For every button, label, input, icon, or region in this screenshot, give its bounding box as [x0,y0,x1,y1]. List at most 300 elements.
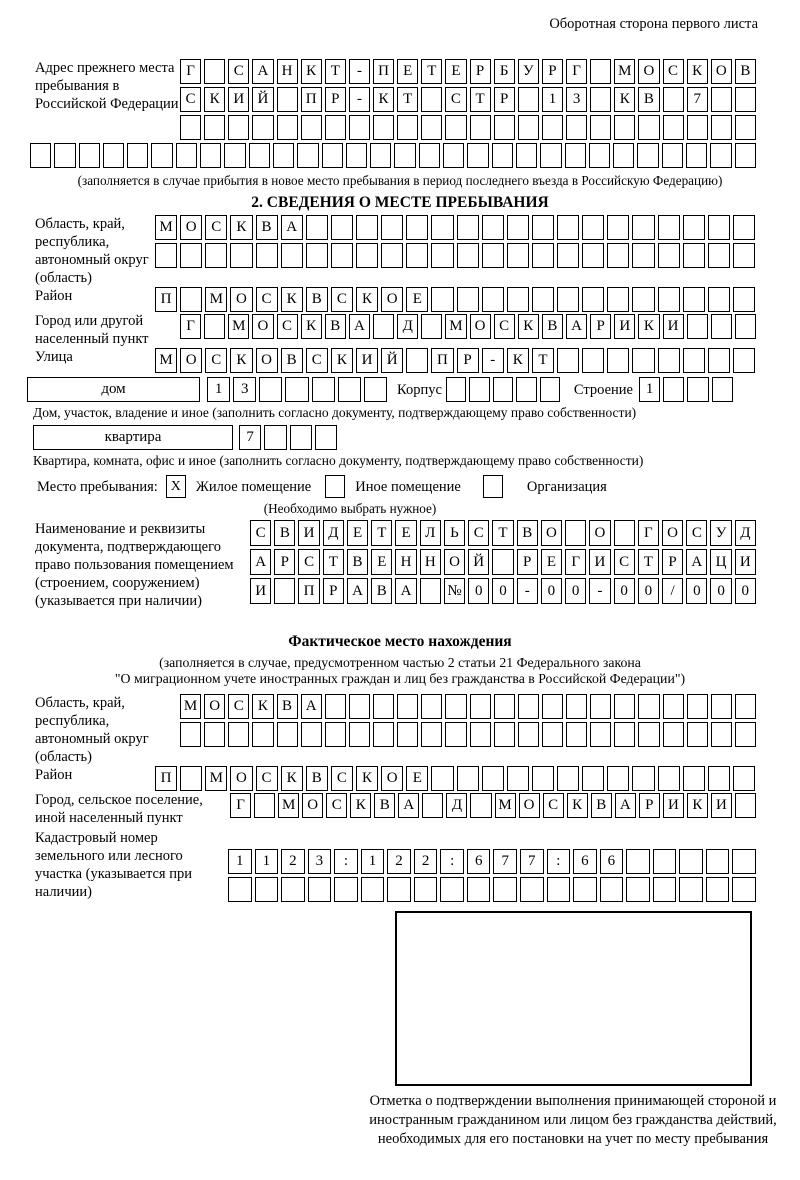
char-cell[interactable]: С [250,520,271,546]
char-cell[interactable] [254,793,275,818]
char-cell[interactable] [683,348,705,373]
char-cell[interactable] [301,115,322,140]
char-cell[interactable] [663,377,684,402]
char-cell[interactable] [421,694,442,719]
char-cell[interactable]: С [306,348,328,373]
char-cell[interactable]: В [306,766,328,791]
char-cell[interactable] [607,243,629,268]
char-cell[interactable]: С [326,793,347,818]
char-cell[interactable] [204,59,225,84]
char-cell[interactable] [735,143,756,168]
char-cell[interactable]: № [444,578,465,604]
char-cell[interactable] [687,377,708,402]
char-cell[interactable] [637,143,658,168]
char-cell[interactable] [540,143,561,168]
char-cell[interactable] [155,243,177,268]
char-cell[interactable]: К [567,793,588,818]
char-cell[interactable]: 0 [541,578,562,604]
char-cell[interactable] [547,877,571,902]
char-cell[interactable]: Й [468,549,489,575]
char-cell[interactable]: С [205,215,227,240]
char-cell[interactable] [420,578,441,604]
char-cell[interactable] [306,215,328,240]
char-cell[interactable] [600,877,624,902]
char-cell[interactable] [259,377,282,402]
char-cell[interactable] [431,215,453,240]
char-cell[interactable]: А [252,59,273,84]
char-cell[interactable] [255,877,279,902]
char-cell[interactable] [632,215,654,240]
char-cell[interactable]: - [589,578,610,604]
char-cell[interactable]: О [711,59,732,84]
char-cell[interactable]: М [155,215,177,240]
char-cell[interactable]: К [204,87,225,112]
char-cell[interactable] [494,722,515,747]
char-cell[interactable] [470,115,491,140]
char-cell[interactable]: К [281,287,303,312]
char-cell[interactable]: С [256,287,278,312]
char-cell[interactable] [397,115,418,140]
char-cell[interactable] [421,314,442,339]
char-cell[interactable] [469,377,489,402]
char-cell[interactable]: У [518,59,539,84]
char-cell[interactable] [356,215,378,240]
char-cell[interactable] [457,243,479,268]
char-cell[interactable] [457,766,479,791]
char-cell[interactable]: Н [277,59,298,84]
char-cell[interactable]: К [301,59,322,84]
char-cell[interactable]: Т [397,87,418,112]
char-cell[interactable]: К [518,314,539,339]
char-cell[interactable]: Т [532,348,554,373]
char-cell[interactable] [373,115,394,140]
char-cell[interactable] [632,287,654,312]
char-cell[interactable]: А [281,215,303,240]
char-cell[interactable] [632,243,654,268]
char-cell[interactable] [325,115,346,140]
char-cell[interactable] [638,722,659,747]
char-cell[interactable] [582,243,604,268]
char-cell[interactable]: 0 [614,578,635,604]
char-cell[interactable]: С [445,87,466,112]
char-cell[interactable]: М [205,287,227,312]
char-cell[interactable] [590,87,611,112]
char-cell[interactable]: В [517,520,538,546]
char-cell[interactable]: 0 [468,578,489,604]
char-cell[interactable]: И [711,793,732,818]
char-cell[interactable]: О [302,793,323,818]
char-cell[interactable] [274,578,295,604]
char-cell[interactable] [663,87,684,112]
char-cell[interactable] [252,722,273,747]
char-cell[interactable] [683,215,705,240]
char-cell[interactable] [708,348,730,373]
char-cell[interactable] [626,849,650,874]
char-cell[interactable] [683,287,705,312]
char-cell[interactable] [708,287,730,312]
char-cell[interactable]: В [371,578,392,604]
char-cell[interactable]: 1 [542,87,563,112]
char-cell[interactable]: И [614,314,635,339]
char-cell[interactable]: С [205,348,227,373]
char-cell[interactable] [613,143,634,168]
char-cell[interactable] [632,766,654,791]
char-cell[interactable] [273,143,294,168]
char-cell[interactable] [406,215,428,240]
char-cell[interactable] [421,722,442,747]
char-cell[interactable] [406,243,428,268]
char-cell[interactable] [683,243,705,268]
char-cell[interactable] [582,348,604,373]
char-cell[interactable]: О [252,314,273,339]
char-cell[interactable]: Г [565,549,586,575]
char-cell[interactable] [582,287,604,312]
char-cell[interactable]: С [614,549,635,575]
char-cell[interactable] [590,59,611,84]
char-cell[interactable]: К [281,766,303,791]
char-cell[interactable]: П [301,87,322,112]
char-cell[interactable]: Н [420,549,441,575]
char-cell[interactable] [626,877,650,902]
char-cell[interactable]: - [349,87,370,112]
char-cell[interactable]: С [543,793,564,818]
char-cell[interactable] [507,766,529,791]
char-cell[interactable]: О [180,215,202,240]
char-cell[interactable] [686,143,707,168]
char-cell[interactable]: 0 [710,578,731,604]
char-cell[interactable] [542,694,563,719]
char-cell[interactable]: 0 [735,578,756,604]
char-cell[interactable]: 0 [565,578,586,604]
stay-type-checkbox-other[interactable] [325,475,345,498]
stay-type-checkbox-organization[interactable] [483,475,503,498]
char-cell[interactable]: Е [347,520,368,546]
char-cell[interactable]: С [686,520,707,546]
char-cell[interactable] [706,849,730,874]
char-cell[interactable]: А [566,314,587,339]
char-cell[interactable]: К [252,694,273,719]
char-cell[interactable] [518,694,539,719]
char-cell[interactable] [516,377,536,402]
char-cell[interactable] [204,722,225,747]
char-cell[interactable]: О [381,766,403,791]
char-cell[interactable] [228,115,249,140]
char-cell[interactable]: И [663,793,684,818]
char-cell[interactable]: О [541,520,562,546]
char-cell[interactable]: Р [517,549,538,575]
char-cell[interactable] [663,722,684,747]
char-cell[interactable] [653,849,677,874]
char-cell[interactable]: Т [470,87,491,112]
char-cell[interactable]: Т [638,549,659,575]
char-cell[interactable] [230,243,252,268]
char-cell[interactable]: 7 [687,87,708,112]
char-cell[interactable]: В [274,520,295,546]
char-cell[interactable] [482,766,504,791]
char-cell[interactable]: К [331,348,353,373]
char-cell[interactable] [532,243,554,268]
char-cell[interactable]: Е [541,549,562,575]
char-cell[interactable] [735,115,756,140]
char-cell[interactable] [687,115,708,140]
char-cell[interactable] [573,877,597,902]
char-cell[interactable] [607,766,629,791]
char-cell[interactable] [422,793,443,818]
char-cell[interactable] [658,215,680,240]
char-cell[interactable]: Р [457,348,479,373]
char-cell[interactable] [421,87,442,112]
char-cell[interactable]: В [374,793,395,818]
char-cell[interactable]: - [482,348,504,373]
char-cell[interactable] [638,694,659,719]
char-cell[interactable] [494,115,515,140]
char-cell[interactable]: Н [395,549,416,575]
char-cell[interactable] [381,215,403,240]
char-cell[interactable] [290,425,312,450]
char-cell[interactable] [180,287,202,312]
char-cell[interactable] [492,549,513,575]
char-cell[interactable]: К [350,793,371,818]
char-cell[interactable] [582,766,604,791]
char-cell[interactable]: 3 [566,87,587,112]
char-cell[interactable] [658,348,680,373]
char-cell[interactable]: Е [406,287,428,312]
char-cell[interactable] [566,115,587,140]
char-cell[interactable] [349,722,370,747]
char-cell[interactable] [733,287,755,312]
char-cell[interactable] [445,694,466,719]
char-cell[interactable] [470,722,491,747]
char-cell[interactable] [364,377,387,402]
char-cell[interactable]: 7 [520,849,544,874]
char-cell[interactable] [590,722,611,747]
char-cell[interactable]: М [278,793,299,818]
char-cell[interactable]: П [298,578,319,604]
char-cell[interactable] [361,877,385,902]
char-cell[interactable] [735,87,756,112]
char-cell[interactable]: К [687,793,708,818]
char-cell[interactable] [632,348,654,373]
char-cell[interactable] [252,115,273,140]
char-cell[interactable]: Д [446,793,467,818]
char-cell[interactable]: П [155,287,177,312]
char-cell[interactable]: К [638,314,659,339]
char-cell[interactable]: Г [230,793,251,818]
char-cell[interactable]: Р [494,87,515,112]
char-cell[interactable]: С [468,520,489,546]
char-cell[interactable] [589,143,610,168]
house-type-box[interactable]: дом [27,377,200,402]
char-cell[interactable] [397,694,418,719]
char-cell[interactable] [482,287,504,312]
char-cell[interactable]: Р [639,793,660,818]
char-cell[interactable]: И [298,520,319,546]
char-cell[interactable]: 6 [600,849,624,874]
char-cell[interactable] [200,143,221,168]
char-cell[interactable]: С [494,314,515,339]
char-cell[interactable]: Т [492,520,513,546]
char-cell[interactable] [532,215,554,240]
char-cell[interactable]: О [589,520,610,546]
char-cell[interactable]: Т [371,520,392,546]
char-cell[interactable]: А [349,314,370,339]
char-cell[interactable]: А [301,694,322,719]
char-cell[interactable]: С [228,694,249,719]
char-cell[interactable]: 2 [281,849,305,874]
char-cell[interactable] [687,694,708,719]
char-cell[interactable] [607,215,629,240]
char-cell[interactable]: Е [406,766,428,791]
char-cell[interactable]: М [228,314,249,339]
char-cell[interactable] [565,143,586,168]
char-cell[interactable]: В [281,348,303,373]
char-cell[interactable]: 0 [686,578,707,604]
char-cell[interactable] [370,143,391,168]
char-cell[interactable]: С [331,287,353,312]
char-cell[interactable] [322,143,343,168]
char-cell[interactable]: Е [371,549,392,575]
char-cell[interactable] [397,722,418,747]
char-cell[interactable] [687,722,708,747]
char-cell[interactable]: И [228,87,249,112]
char-cell[interactable] [732,849,756,874]
char-cell[interactable] [470,694,491,719]
char-cell[interactable]: Р [662,549,683,575]
char-cell[interactable] [711,115,732,140]
char-cell[interactable]: И [735,549,756,575]
char-cell[interactable]: В [347,549,368,575]
char-cell[interactable]: С [298,549,319,575]
char-cell[interactable]: / [662,578,683,604]
char-cell[interactable] [507,287,529,312]
char-cell[interactable] [566,722,587,747]
char-cell[interactable] [204,115,225,140]
char-cell[interactable] [277,115,298,140]
char-cell[interactable] [457,287,479,312]
char-cell[interactable]: К [507,348,529,373]
char-cell[interactable] [557,348,579,373]
char-cell[interactable]: Т [421,59,442,84]
char-cell[interactable] [277,87,298,112]
char-cell[interactable]: У [710,520,731,546]
char-cell[interactable] [638,115,659,140]
char-cell[interactable] [507,215,529,240]
char-cell[interactable]: 1 [207,377,230,402]
char-cell[interactable]: К [373,87,394,112]
char-cell[interactable] [683,766,705,791]
char-cell[interactable]: М [180,694,201,719]
char-cell[interactable] [711,722,732,747]
char-cell[interactable] [331,215,353,240]
char-cell[interactable]: 7 [493,849,517,874]
char-cell[interactable]: К [614,87,635,112]
char-cell[interactable]: О [230,766,252,791]
char-cell[interactable]: М [155,348,177,373]
char-cell[interactable] [566,694,587,719]
char-cell[interactable] [467,143,488,168]
char-cell[interactable] [204,314,225,339]
char-cell[interactable]: В [591,793,612,818]
char-cell[interactable] [590,115,611,140]
stay-type-checkbox-residential[interactable]: X [166,475,186,498]
char-cell[interactable]: 0 [492,578,513,604]
char-cell[interactable] [735,793,756,818]
char-cell[interactable]: В [542,314,563,339]
char-cell[interactable]: Д [323,520,344,546]
char-cell[interactable] [482,243,504,268]
char-cell[interactable] [103,143,124,168]
char-cell[interactable]: С [663,59,684,84]
char-cell[interactable] [679,877,703,902]
char-cell[interactable]: В [735,59,756,84]
char-cell[interactable]: И [589,549,610,575]
char-cell[interactable]: И [250,578,271,604]
char-cell[interactable]: : [334,849,358,874]
char-cell[interactable] [54,143,75,168]
char-cell[interactable] [431,243,453,268]
char-cell[interactable]: Ь [444,520,465,546]
char-cell[interactable] [732,877,756,902]
char-cell[interactable] [285,377,308,402]
char-cell[interactable]: К [230,348,252,373]
char-cell[interactable] [607,348,629,373]
char-cell[interactable] [431,766,453,791]
char-cell[interactable] [387,877,411,902]
char-cell[interactable] [711,694,732,719]
char-cell[interactable] [127,143,148,168]
char-cell[interactable]: С [277,314,298,339]
char-cell[interactable]: Б [494,59,515,84]
char-cell[interactable] [735,314,756,339]
char-cell[interactable]: А [395,578,416,604]
char-cell[interactable]: К [356,287,378,312]
char-cell[interactable]: 2 [414,849,438,874]
char-cell[interactable]: Й [252,87,273,112]
char-cell[interactable] [658,243,680,268]
char-cell[interactable] [79,143,100,168]
char-cell[interactable]: М [614,59,635,84]
char-cell[interactable]: П [155,766,177,791]
char-cell[interactable]: А [398,793,419,818]
char-cell[interactable] [516,143,537,168]
char-cell[interactable] [381,243,403,268]
char-cell[interactable] [493,877,517,902]
char-cell[interactable] [614,520,635,546]
char-cell[interactable] [180,766,202,791]
char-cell[interactable] [708,243,730,268]
char-cell[interactable]: О [381,287,403,312]
char-cell[interactable]: В [638,87,659,112]
char-cell[interactable] [264,425,286,450]
char-cell[interactable] [493,377,513,402]
char-cell[interactable] [228,877,252,902]
char-cell[interactable] [708,215,730,240]
char-cell[interactable] [180,243,202,268]
char-cell[interactable]: А [615,793,636,818]
char-cell[interactable]: : [440,849,464,874]
char-cell[interactable] [542,722,563,747]
char-cell[interactable]: И [356,348,378,373]
char-cell[interactable] [658,287,680,312]
char-cell[interactable] [30,143,51,168]
char-cell[interactable]: А [250,549,271,575]
char-cell[interactable]: О [519,793,540,818]
char-cell[interactable]: П [373,59,394,84]
char-cell[interactable]: М [205,766,227,791]
char-cell[interactable]: С [228,59,249,84]
char-cell[interactable] [312,377,335,402]
char-cell[interactable]: Ц [710,549,731,575]
